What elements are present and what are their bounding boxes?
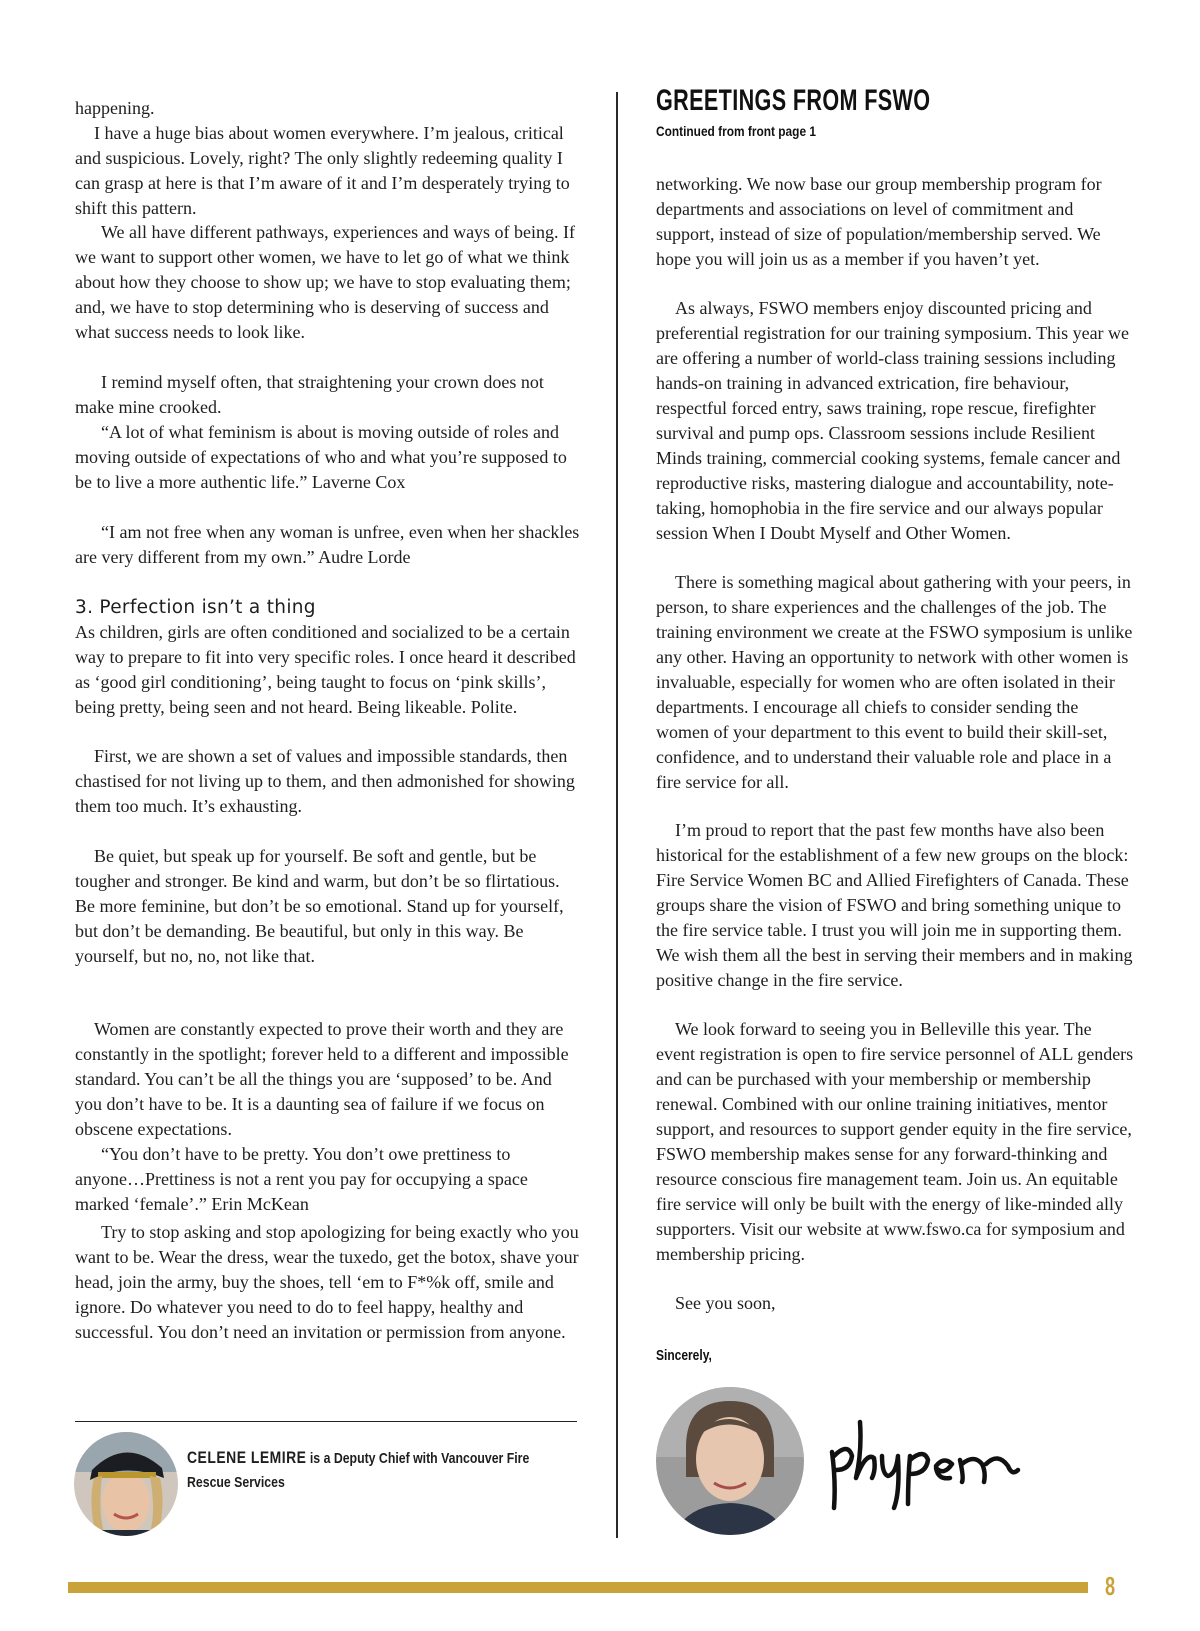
author-name: CELENE LEMIRE bbox=[187, 1448, 307, 1467]
right-paragraph-3: There is something magical about gathering with your peers, in person, to share experiences and the challenges of the job. The training environment we create at the FSWO symposium is unlike any other. Having an opportunity to network with other women is invaluable, especially for women who are often isolated in their departments. I encourage all chiefs to consider sending the women of your department to this event to build their skill-set, confidence, and to understand their valuable role and place in a fire service for all. bbox=[656, 572, 1133, 792]
right-paragraph-5: We look forward to seeing you in Belleville this year. The event registration is open to fire service personnel of ALL genders and can be purchased with your membership or membership renewal. Combined with our online training initiatives, mentor support, and resources to support gender equity in the fire service, FSWO membership makes sense for any forward-thinking and resource conscious fire management team. Join us. An equitable fire service will only be built with the energy of like-minded ally supporters. Visit our website at www.fswo.ca for symposium and membership pricing. bbox=[656, 1019, 1134, 1264]
author-photo bbox=[74, 1432, 178, 1536]
right-paragraph-4: I’m proud to report that the past few months have also been historical for the establishment of a few new groups on the block: Fire Service Women BC and Allied Firefighters of Canada. These groups share the vision of FSWO and bring something unique to the fire service table. I trust you will join me in supporting them. We wish them all the best in serving their members and in making positive change in the fire service. bbox=[656, 820, 1133, 990]
left-quote-lorde: “I am not free when any woman is unfree, even when her shackles are very different from my own.” Audre Lorde bbox=[75, 522, 580, 567]
section-paragraph-1: As children, girls are often conditioned and socialized to be a certain way to prepare to fit into very specific roles. I once heard it described as ‘good girl conditioning’, being taught to focus on ‘pink skills’, being pretty, being seen and not heard. Being likeable. Polite. bbox=[75, 622, 576, 717]
left-paragraph-1: happening. bbox=[75, 98, 155, 118]
right-paragraph-1: networking. We now base our group membership program for departments and associations on level of commitment and support, instead of size of population/membership served. We hope you will join us as a member if you haven’t yet. bbox=[656, 174, 1102, 269]
left-paragraph-2: I have a huge bias about women everywhere. I’m jealous, critical and suspicious. Lovely, right? The only slightly redeeming quality I can grasp at here is that I’m aware of it and I’m desperately trying to shift this pattern. bbox=[75, 123, 570, 218]
section-paragraph-3: Be quiet, but speak up for yourself. Be soft and gentle, but be tougher and stronger. Be kind and warm, but don’t be so flirtatious. Be more feminine, but don’t be so emotional. Stand up for yourself, but don’t be demanding. Be beautiful, but only in this way. Be yourself, but no, no, not like that. bbox=[75, 846, 564, 966]
right-paragraph-2: As always, FSWO members enjoy discounted pricing and preferential registration for our training symposium. This year we are offering a number of world-class training sessions including hands-on training in advanced extrication, fire behaviour, respectful forced entry, saws training, rope rescue, firefighter survival and pump ops. Classroom sessions include Resilient Minds training, commercial cooking systems, female cancer and reproductive risks, mastering dialogue and accountability, note-taking, homophobia in the fire service and our always popular session When I Doubt Myself and Other Women. bbox=[656, 298, 1130, 543]
article-title: GREETINGS FROM FSWO bbox=[656, 84, 931, 117]
left-paragraph-4: I remind myself often, that straightening your crown does not make mine crooked. bbox=[75, 372, 544, 417]
section-paragraph-2: First, we are shown a set of values and impossible standards, then chastised for not living up to them, and then admonished for showing them too much. It’s exhausting. bbox=[75, 746, 575, 816]
footer-bar bbox=[68, 1582, 1088, 1593]
author-divider bbox=[75, 1421, 577, 1422]
section-paragraph-4: Women are constantly expected to prove their worth and they are constantly in the spotlight; forever held to a different and impossible standard. You can’t be all the things you are ‘supposed’ to be. And you don’t have to be. It is a daunting sea of failure if we focus on obscene expectations. bbox=[75, 1019, 569, 1139]
signer-avatar bbox=[656, 1387, 804, 1535]
signer-photo bbox=[656, 1387, 804, 1535]
author-avatar bbox=[74, 1432, 178, 1536]
right-paragraph-6: See you soon, bbox=[675, 1293, 776, 1313]
column-divider bbox=[616, 92, 618, 1538]
article-subtitle: Continued from front page 1 bbox=[656, 123, 816, 139]
page-number: 8 bbox=[1105, 1571, 1116, 1601]
author-bio-text: is a Deputy Chief with Vancouver Fire Rescue Services bbox=[187, 1450, 530, 1491]
author-bio bbox=[187, 1446, 564, 1495]
left-paragraph-3: We all have different pathways, experiences and ways of being. If we want to support other women, we have to let go of what we think about how they choose to show up; we have to stop evaluating them; and, we have to stop determining who is deserving of success and what success needs to look like. bbox=[75, 222, 576, 342]
signature-image bbox=[826, 1412, 1026, 1512]
section-paragraph-6: Try to stop asking and stop apologizing for being exactly who you want to be. Wear the dress, wear the tuxedo, get the botox, shave your head, join the army, buy the shoes, tell ‘em to F*%k off, smile and ignore. Do whatever you need to do to feel happy, healthy and successful. You don’t need an invitation or permission from anyone. bbox=[75, 1222, 579, 1342]
section-heading: 3. Perfection isn’t a thing bbox=[75, 597, 316, 618]
section-quote-mckean: “You don’t have to be pretty. You don’t owe prettiness to anyone…Prettiness is not a rent you pay for occupying a space marked ‘female’.” Erin McKean bbox=[75, 1144, 528, 1214]
left-quote-cox: “A lot of what feminism is about is moving outside of roles and moving outside of expectations of who and what you’re supposed to be to live a more authentic life.” Laverne Cox bbox=[75, 422, 567, 492]
closing: Sincerely, bbox=[656, 1347, 712, 1364]
